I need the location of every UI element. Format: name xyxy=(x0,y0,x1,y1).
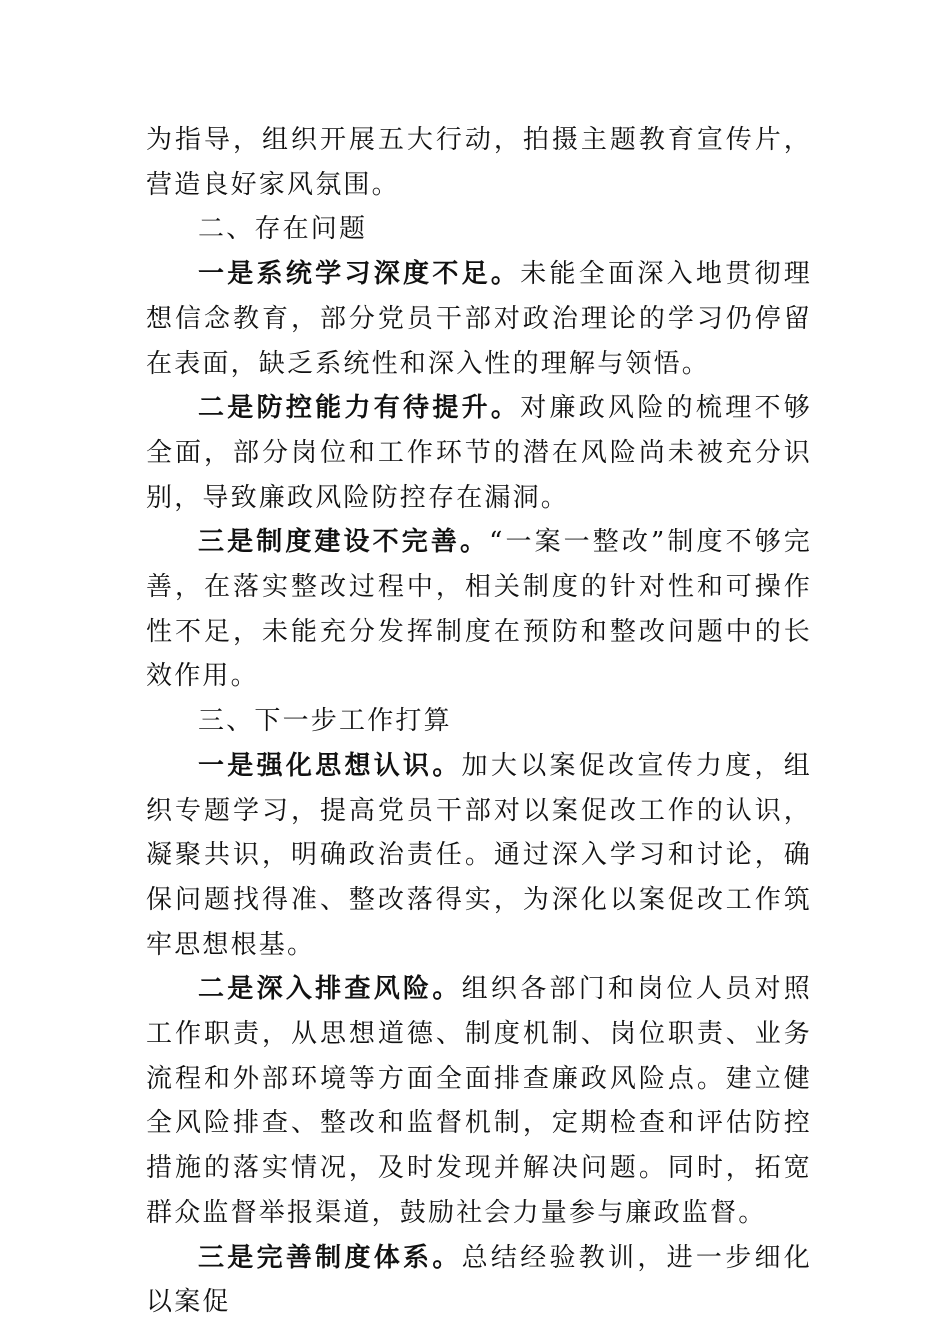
problem-item-1 xyxy=(146,252,812,386)
plan-item-3 xyxy=(146,1236,812,1325)
section-heading-problems: 二、存在问题 xyxy=(198,214,368,245)
plan-item-1-text: 加大以案促改宣传力度，组织专题学习，提高党员干部对以案促改工作的认识，凝聚共识，明确政治责任。通过深入学习和讨论，确保问题找得准、整改落得实，为深化以案促改工作筑牢思想根基。 xyxy=(146,750,812,960)
problem-item-1-lead: 一是系统学习深度不足。 xyxy=(198,259,521,290)
problem-item-1-text: 未能全面深入地贯彻理想信念教育，部分党员干部对政治理论的学习仍停留在表面，缺乏系统性和深入性的理解与领悟。 xyxy=(146,259,812,379)
plan-item-1-lead: 一是强化思想认识。 xyxy=(198,750,462,781)
plan-item-2-text: 组织各部门和岗位人员对照工作职责，从思想道德、制度机制、岗位职责、业务流程和外部环境等方面全面排查廉政风险点。建立健全风险排查、整改和监督机制，定期检查和评估防控措施的落实情况，及时发现并解决问题。同时，拓宽群众监督举报渠道，鼓励社会力量参与廉政监督。 xyxy=(146,974,812,1228)
plan-item-2-lead: 二是深入排查风险。 xyxy=(198,974,462,1005)
plan-item-1 xyxy=(146,744,812,968)
document-page xyxy=(146,118,812,1325)
plan-item-3-lead: 三是完善制度体系。 xyxy=(198,1242,462,1273)
problem-item-3-lead: 三是制度建设不完善。 xyxy=(198,527,490,558)
problem-item-2-lead: 二是防控能力有待提升。 xyxy=(198,393,521,424)
problem-item-2-text: 对廉政风险的梳理不够全面，部分岗位和工作环节的潜在风险尚未被充分识别，导致廉政风险防控存在漏洞。 xyxy=(146,393,812,513)
plan-item-3-text: 总结经验教训，进一步细化以案促 xyxy=(146,1242,812,1318)
section-heading-next-steps: 三、下一步工作打算 xyxy=(198,706,452,737)
intro-paragraph-tail: 为指导，组织开展五大行动，拍摄主题教育宣传片，营造良好家风氛围。 xyxy=(146,125,812,200)
problem-item-3-text: “一案一整改”制度不够完善，在落实整改过程中，相关制度的针对性和可操作性不足，未能充分发挥制度在预防和整改问题中的长效作用。 xyxy=(146,527,812,692)
plan-item-2 xyxy=(146,967,812,1235)
problem-item-2 xyxy=(146,386,812,520)
problem-item-3 xyxy=(146,520,812,699)
